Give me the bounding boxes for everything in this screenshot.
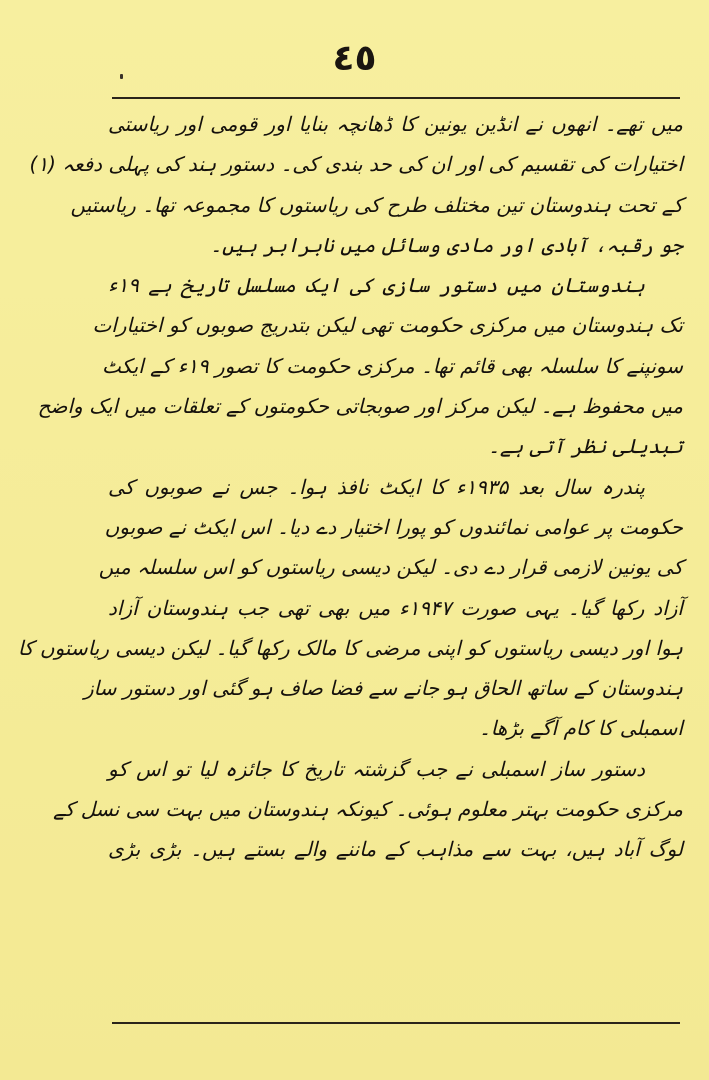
text-line: ہندوستان کے ساتھ الحاق ہو جانے سے فضا صاف ہو گئی اور دستور ساز [83, 676, 683, 701]
text-line: دستور ساز اسمبلی نے جب گزشتہ تاریخ کا جائزہ لیا تو اس کو [108, 756, 645, 781]
text-line: تک ہندوستان میں مرکزی حکومت تھی لیکن بتدریج صوبوں کو اختیارات [92, 313, 683, 338]
text-line: کے تحت ہندوستان تین مختلف طرح کی ریاستوں کا مجموعہ تھا۔ ریاستیں [70, 192, 683, 217]
bottom-rule [112, 1022, 680, 1024]
text-line: میں محفوظ ہے۔ لیکن مرکز اور صوبجاتی حکومتوں کے تعلقات میں ایک واضح [37, 394, 683, 419]
body-text [17, 104, 683, 1016]
text-line: جو رقبہ، آبادی اور مادی وسائل میں نابرابر ہیں۔ [210, 232, 683, 257]
top-rule [112, 97, 680, 99]
text-line: لوگ آباد ہیں، بہت سے مذاہب کے ماننے والے بستے ہیں۔ بڑی بڑی [108, 837, 683, 862]
text-line: ہوا اور دیسی ریاستوں کو اپنی مرضی کا مالک رکھا گیا۔ لیکن دیسی ریاستوں کا [17, 635, 683, 660]
text-line: اسمبلی کا کام آگے بڑھا۔ [478, 716, 683, 741]
text-line: میں تھے۔ انھوں نے انڈین یونین کا ڈھانچہ بنایا اور قومی اور ریاستی [108, 112, 683, 136]
text-line: ہندوستان میں دستور سازی کی ایک مسلسل تاریخ ہے ۱۹ء [108, 273, 645, 298]
page-number: ٤٥ [332, 38, 377, 79]
text-line: سونپنے کا سلسلہ بھی قائم تھا۔ مرکزی حکومت کا تصور ۱۹ء کے ایکٹ [101, 353, 683, 378]
text-line: آزاد رکھا گیا۔ یہی صورت ۱۹۴۷ء میں بھی تھی جب ہندوستان آزاد [108, 595, 683, 620]
text-line: پندرہ سال بعد ۱۹۳۵ء کا ایکٹ نافذ ہوا۔ جس نے صوبوں کی [108, 474, 645, 499]
text-line: تبدیلی نظر آتی ہے۔ [488, 434, 683, 459]
text-line: اختیارات کی تقسیم کی اور ان کی حد بندی کی۔ دستور ہند کی پہلی دفعہ (۱) [29, 152, 683, 177]
text-line: مرکزی حکومت بہتر معلوم ہوئی۔ کیونکہ ہندوستان میں بہت سی نسل کے [53, 797, 683, 822]
text-line: حکومت پر عوامی نمائندوں کو پورا اختیار دے دیا۔ اس ایکٹ نے صوبوں [104, 514, 683, 539]
text-line: کی یونین لازمی قرار دے دی۔ لیکن دیسی ریاستوں کو اس سلسلہ میں [98, 555, 683, 580]
